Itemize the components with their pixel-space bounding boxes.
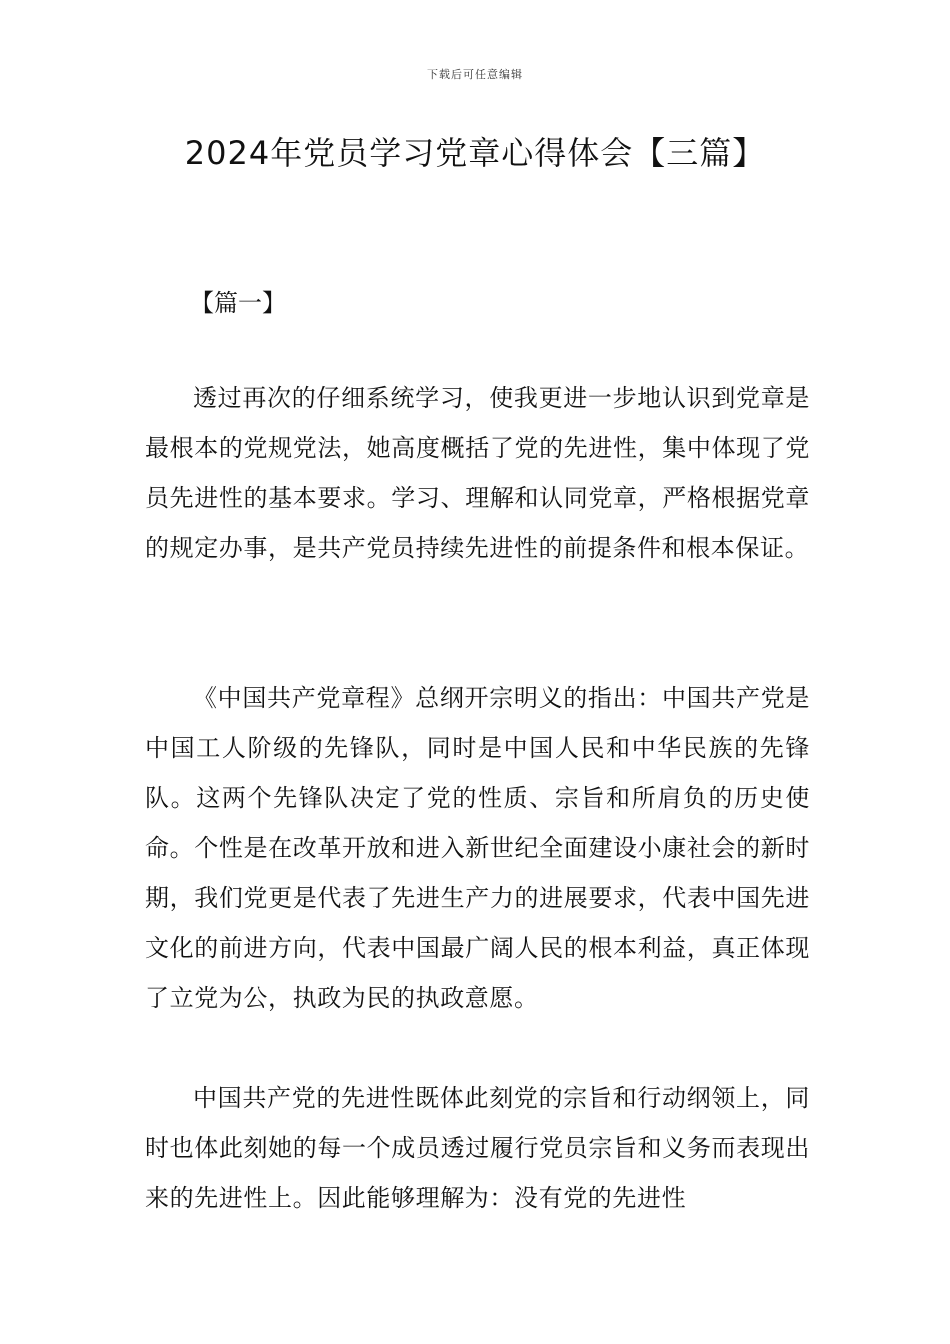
paragraph-1: 透过再次的仔细系统学习，使我更进一步地认识到党章是最根本的党规党法，她高度概括了党的先进性，集中体现了党员先进性的基本要求。学习、理解和认同党章，严格根据党章的规定办事，是共产党员持续先进性的前提条件和根本保证。 <box>145 384 810 562</box>
section-heading: 【篇一】 <box>190 289 286 317</box>
header-note: 下载后可任意编辑 <box>427 68 523 81</box>
paragraph-2: 《中国共产党章程》总纲开宗明义的指出：中国共产党是中国工人阶级的先锋队，同时是中国人民和中华民族的先锋队。这两个先锋队决定了党的性质、宗旨和所肩负的历史使命。个性是在改革开放和进入新世纪全面建设小康社会的新时期，我们党更是代表了先进生产力的进展要求，代表中国先进文化的前进方向，代表中国最广阔人民的根本利益，真正体现了立党为公，执政为民的执政意愿。 <box>145 684 810 1012</box>
document-title: 2024年党员学习党章心得体会【三篇】 <box>184 134 766 172</box>
paragraph-3: 中国共产党的先进性既体此刻党的宗旨和行动纲领上，同时也体此刻她的每一个成员透过履行党员宗旨和义务而表现出来的先进性上。因此能够理解为：没有党的先进性 <box>145 1084 810 1212</box>
